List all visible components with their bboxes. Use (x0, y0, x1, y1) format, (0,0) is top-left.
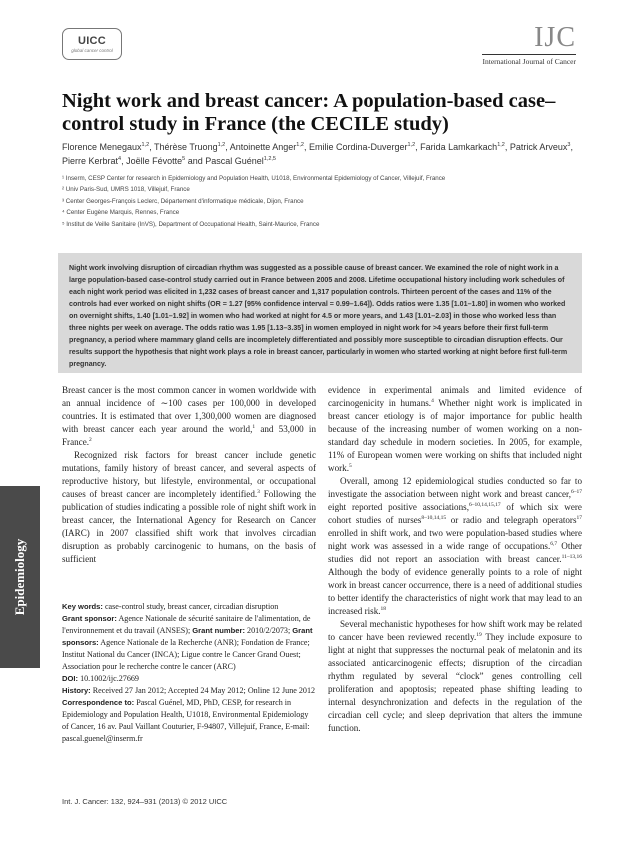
affiliation: ¹ Inserm, CESP Center for research in Epidemiology and Population Health, U1018, Environmental Epidemiology of Cancer, Villejuif, France (62, 175, 446, 182)
keywords-label: Key words: (62, 602, 103, 611)
correspondence-value: Pascal Guénel, MD, PhD, CESP, for research in Epidemiology and Population Health, U1018, Environmental Epidemiology of Cancer, 16 av. Paul Vaillant Couturier, F-94807, Villejuif, France, E-mail: pascal.guenel@inserm.fr (62, 698, 310, 743)
section-side-tab-label: Epidemiology (12, 538, 27, 616)
body-column-left (62, 384, 316, 566)
grant-info (62, 613, 316, 673)
keywords-value: case-control study, breast cancer, circadian disruption (104, 602, 279, 611)
body-paragraph: Recognized risk factors for breast cancer include genetic mutations, family history of breast cancer, and several aspects of reproductive history, but lifestyle, environmental, or occupational causes of breast cancer are incompletely identified.$^3$ Following the publication of studies indicating a possible role of night shift work in breast cancer, the International Agency for Research on Cancer (IARC) in 2007 classified shift work that involves circadian disruption as probably carcinogenic to humans, on the basis of sufficient (62, 450, 316, 564)
doi-label: DOI: (62, 674, 79, 683)
section-side-tab (0, 486, 40, 668)
journal-name: International Journal of Cancer (482, 54, 576, 66)
body-column-right (328, 384, 582, 735)
uicc-logo (62, 28, 122, 60)
abstract-box: Night work involving disruption of circadian rhythm was suggested as a possible cause of breast cancer. We examined the role of night work in a large population-based case-control study carried out in France between 2005 and 2008. Lifetime occupational history including work schedules of each night work period was elicited in 1,232 cases of breast cancer and 1,317 population controls. Thirteen percent of the cases and 11% of the controls had ever worked on night shifts (OR = 1.27 [95% confidence interval = 0.99–1.64]). Odds ratios were 1.35 [1.01–1.80] in women who worked on overnight shifts, 1.40 [1.01–1.92] in women who had worked at night for 4.5 or more years, and 1.43 [1.01–2.03] in those who worked less than three nights per week on average. The odds ratio was 1.95 [1.13–3.35] in women employed in night work for >4 years before their first full-term pregnancy, a period where mammary gland cells are incompletely differentiated and possibly more susceptible to circadian disruption effects. Our results support the hypothesis that night work plays a role in breast cancer, particularly in women who started working at night before first full-term pregnancy. (58, 253, 582, 373)
grant-sponsors-value: Agence Nationale de la Recherche (ANR); Fondation de France; Institut National du Cancer (INCA); Ligue contre le Cancer Grand Ouest; Association pour le recherche contre le cancer (ARC) (62, 638, 310, 671)
journal-header (482, 24, 576, 66)
keywords (62, 601, 316, 613)
grant-number-label: Grant number: (192, 626, 246, 635)
body-paragraph: evidence in experimental animals and limited evidence of carcinogenicity in humans.$^4$ Whether night work is implicated in breast cancer etiology is of major importance for public health because of the increasing number of women working on a non-standard day schedule in modern societies. In 2005, for example, 11% of European women were working on shifts that included night work.$^5$ (328, 385, 583, 473)
article-title: Night work and breast cancer: A population-based case–control study in France (the CECILE study) (62, 90, 556, 135)
doi-value: 10.1002/ijc.27669 (80, 674, 139, 683)
grant-sponsors-label: Grant sponsors: (62, 626, 313, 647)
affiliation: ⁵ Institut de Veille Sanitaire (InVS), Department of Occupational Health, Saint-Maurice, France (62, 220, 320, 228)
affiliation: ² Univ Paris-Sud, UMRS 1018, Villejuif, France (62, 186, 190, 194)
grant-number-value: 2010/2/2073; (247, 626, 291, 635)
history (62, 685, 316, 697)
body-paragraph: Overall, among 12 epidemiological studies conducted so far to investigate the association between night work and breast cancer,$^{6-17}$ eight reported positive associations,$^{6-10,14,15,17}$ of which six were cohort studies of nurses$^{8-10,14,15}$ or radio and telegraph operators$^{17}$ enrolled in shift work, and two were population-based studies where night work was assessed in a wide range of occupations.$^{6,7}$ Other studies did not report an association with breast cancer.$^{11-13,16}$ Although the body of evidence generally points to a role of night work in breast cancer occurrence, there is a need of additional studies to better identify the characteristics of night work that may lead to an increased risk.$^{18}$ (328, 476, 582, 616)
affiliation: ⁴ Center Eugène Marquis, Rennes, France (62, 209, 180, 217)
body-paragraph: Breast cancer is the most common cancer in women worldwide with an annual incidence of ∼100 cases per 100,000 in developed countries. It is estimated that over 1,300,000 women are diagnosed with breast cancer each year around the world,$^1$ and 53,000 in France.$^2$ (62, 385, 316, 447)
correspondence (62, 697, 316, 745)
affiliation: ³ Center Georges-François Leclerc, Département d'informatique médicale, Dijon, France (62, 197, 304, 205)
journal-abbreviation: IJC (534, 22, 576, 53)
article-metadata (62, 601, 316, 745)
correspondence-label: Correspondence to: (62, 698, 135, 707)
uicc-logo-text: UICC (77, 35, 107, 47)
author-list: Florence Menegaux$^{1,2}$, Thérèse Truong$^{1,2}$, Antoinette Anger$^{1,2}$, Emilie Cordina-Duverger$^{1,2}$, Farida Lamkarkach$^{1,2}$, Patrick Arveux$^3$, Pierre Kerbrat$^4$, Joëlle Févotte$^5$ and Pascal Guénel$^{1,2,5}$ (62, 142, 573, 166)
grant-sponsor-value: Agence Nationale de sécurité sanitaire de l'alimentation, de l'environnement et du travail (ANSES); (62, 614, 311, 635)
doi (62, 673, 316, 685)
uicc-logo-subtitle: global cancer control (71, 48, 113, 53)
grant-sponsor-label: Grant sponsor: (62, 614, 117, 623)
body-paragraph: Several mechanistic hypotheses for how shift work may be related to cancer have been reviewed recently.$^{19}$ They include exposure to light at night that suppresses the nocturnal peak of melatonin and its associated anticarcinogenic effects; disruption of the circadian rhythm regulated by several “clock” genes controlling cell proliferation and apoptosis; repeated phase shifting leading to internal desynchronization and defects in the regulation of the circadian cell cycle; and sleep deprivation that alters the immune function. (328, 619, 582, 733)
affiliations (62, 173, 582, 230)
history-label: History: (62, 686, 91, 695)
page-footer: Int. J. Cancer: 132, 924–931 (2013) © 2012 UICC (62, 797, 228, 806)
history-value: Received 27 Jan 2012; Accepted 24 May 2012; Online 12 June 2012 (92, 686, 316, 695)
